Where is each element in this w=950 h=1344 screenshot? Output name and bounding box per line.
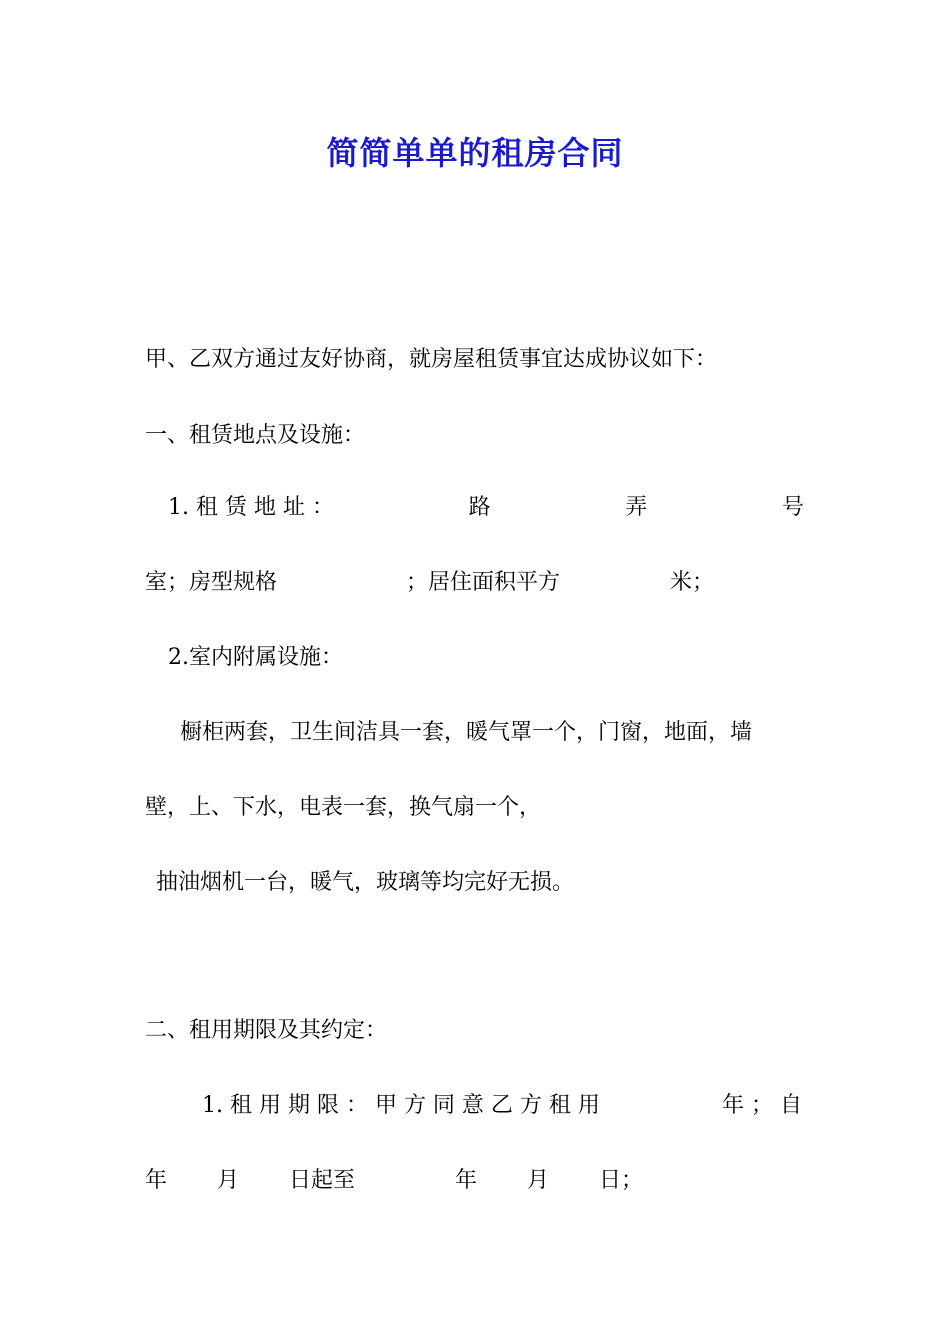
room-type-label: 室；房型规格	[145, 570, 278, 595]
end-month: 月	[527, 1168, 550, 1193]
facilities-line-3: 抽油烟机一台，暖气，玻璃等均完好无损。	[156, 870, 575, 895]
facilities-heading: 2.室内附属设施：	[168, 645, 343, 670]
end-year: 年	[455, 1168, 478, 1193]
facilities-line-2: 壁，上、下水，电表一套，换气扇一个，	[145, 795, 542, 820]
section1-heading: 一、租赁地点及设施：	[145, 423, 366, 448]
term-label: 1. 租 用 期 限 ： 甲 方 同 意 乙 方 租 用	[202, 1093, 600, 1118]
document-title: 简简单单的租房合同	[326, 134, 624, 172]
address-road: 路	[468, 495, 491, 520]
end-day: 日；	[599, 1168, 644, 1193]
address-lane: 弄	[625, 495, 648, 520]
start-month: 月	[217, 1168, 240, 1193]
term-years: 年 ； 自	[722, 1093, 802, 1118]
address-line	[168, 492, 804, 524]
start-year: 年	[145, 1168, 168, 1193]
facilities-line-1: 橱柜两套，卫生间洁具一套，暖气罩一个，门窗，地面，墙	[180, 720, 753, 745]
address-label: 1. 租 赁 地 址 ：	[168, 495, 334, 520]
start-day: 日起至	[289, 1168, 356, 1193]
intro-paragraph: 甲、乙双方通过友好协商，就房屋租赁事宜达成协议如下：	[145, 347, 718, 372]
area-unit: 米；	[670, 570, 715, 595]
section2-heading: 二、租用期限及其约定：	[145, 1018, 388, 1043]
area-label: ；居住面积平方	[406, 570, 561, 595]
address-number: 号	[781, 495, 804, 520]
